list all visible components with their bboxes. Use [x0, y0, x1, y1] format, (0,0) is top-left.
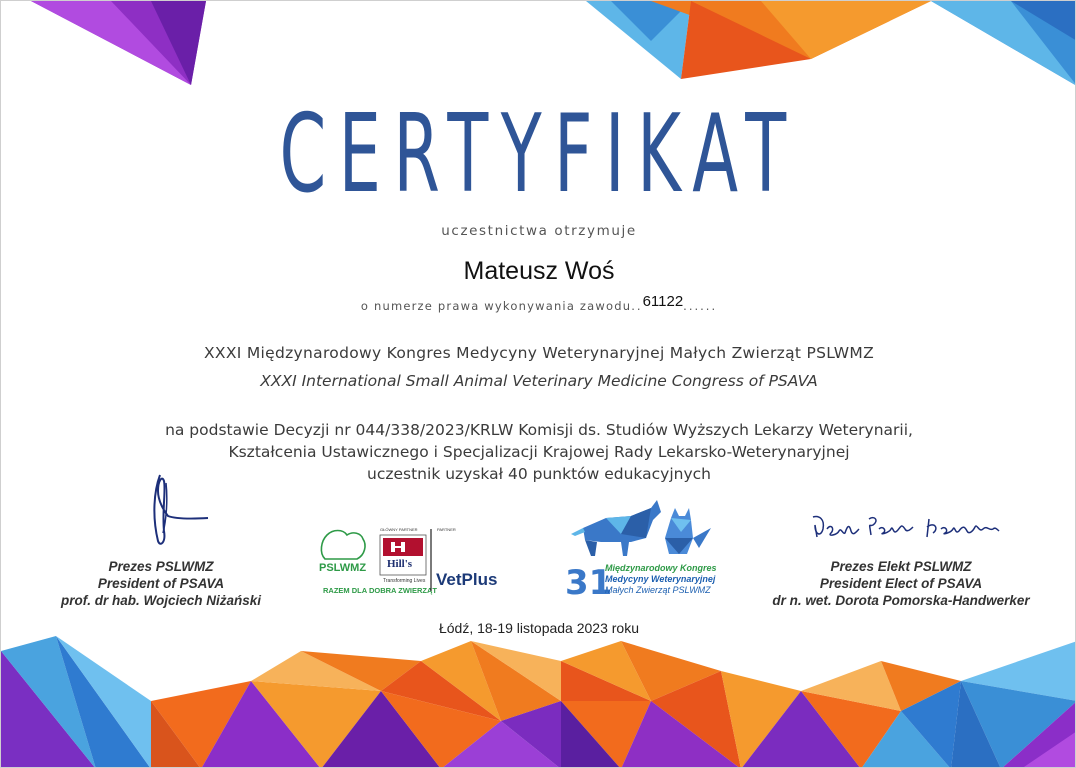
pslwmz-slogan: RAZEM DLA DOBRA ZWIERZĄT: [323, 586, 438, 595]
basis-line-2: Kształcenia Ustawicznego i Specjalizacji Krajowej Rady Lekarsko-Weterynaryjnej: [228, 443, 850, 461]
main-partner-label: GŁÓWNY PARTNER: [380, 527, 418, 532]
left-signature: [146, 471, 221, 551]
place-and-date: Łódź, 18-19 listopada 2023 roku: [438, 620, 640, 636]
hills-logo-text: Hill's: [387, 558, 413, 570]
licence-line: o numerze prawa wykonywania zawodu..61122......: [360, 293, 718, 313]
basis-line-1: na podstawie Decyzji nr 044/338/2023/KRLW Komisji ds. Studiów Wyższych Lekarzy Weterynarii,: [165, 421, 913, 439]
hills-tagline: Transforming Lives: [383, 578, 426, 584]
pslwmz-logo-text: PSLWMZ: [319, 562, 367, 574]
right-name: dr n. wet. Dorota Pomorska-Handwerker: [772, 593, 1030, 608]
congress-logo-line1: Międzynarodowy Kongres: [605, 563, 717, 573]
right-role-pl: Prezes Elekt PSLWMZ: [830, 559, 972, 574]
vetplus-logo-text: VetPlus: [436, 570, 498, 589]
left-name: prof. dr hab. Wojciech Niżański: [60, 593, 262, 608]
congress-number: 31: [565, 563, 613, 598]
congress-logo-line2: Medycyny Weterynaryjnej: [605, 574, 716, 584]
congress-logo-line3: Małych Zwierząt PSLWMZ: [605, 585, 711, 595]
left-role-en: President of PSAVA: [97, 576, 225, 591]
left-signatory: [41, 558, 281, 609]
participant-name: Mateusz Woś: [463, 257, 615, 285]
congress-name-pl: XXXI Międzynarodowy Kongres Medycyny Weterynaryjnej Małych Zwierząt PSLWMZ: [204, 344, 874, 362]
certificate-title: CERTYFIKAT: [279, 92, 799, 217]
partner-label: PARTNER: [437, 527, 456, 532]
partners-logo-group: [317, 525, 537, 597]
licence-label: o numerze prawa wykonywania zawodu: [360, 299, 632, 313]
left-role-pl: Prezes PSLWMZ: [108, 559, 214, 574]
right-role-en: President Elect of PSAVA: [819, 576, 983, 591]
certificate-subtitle: uczestnictwa otrzymuje: [441, 223, 637, 239]
right-signatory: [751, 558, 1051, 609]
right-signature: [809, 511, 1019, 547]
congress-31-logo: [561, 498, 736, 598]
congress-name-en: XXXI International Small Animal Veterinary Medicine Congress of PSAVA: [260, 372, 818, 390]
licence-number: 61122: [642, 293, 684, 310]
basis-line-3: uczestnik uzyskał 40 punktów edukacyjnych: [367, 465, 711, 483]
